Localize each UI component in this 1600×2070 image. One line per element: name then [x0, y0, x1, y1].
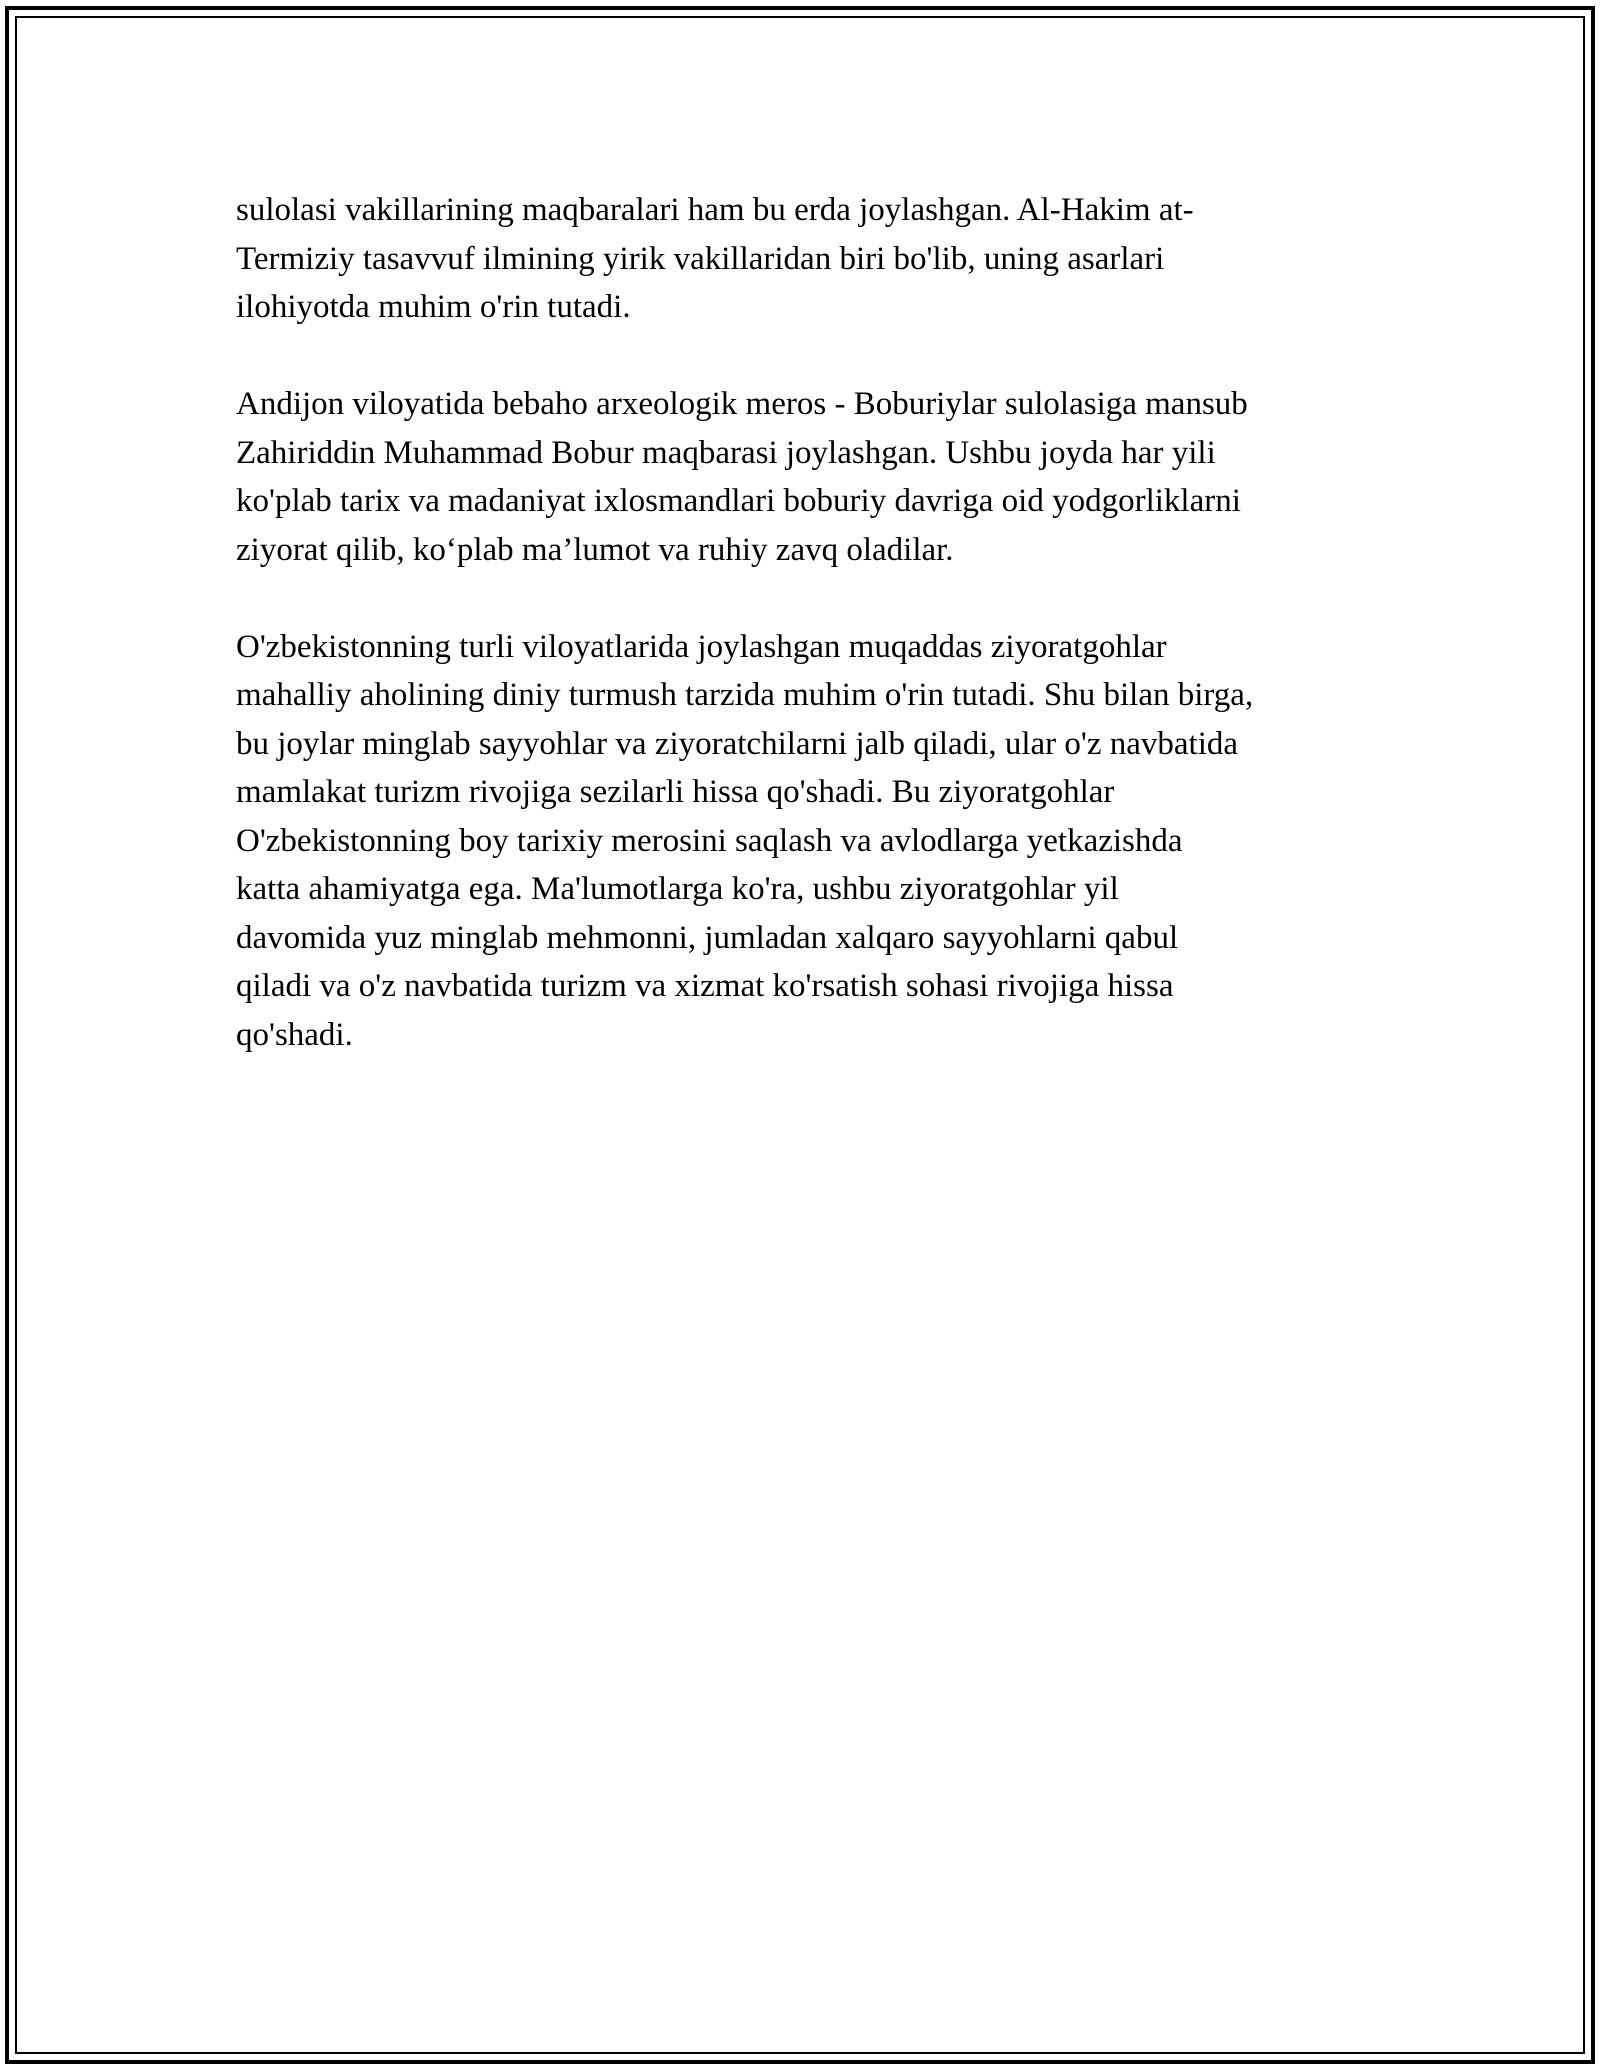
- paragraph-3: [236, 623, 1376, 1060]
- text-line: davomida yuz minglab mehmonni, jumladan xalqaro sayyohlarni qabul: [236, 919, 1179, 956]
- text-line: mamlakat turizm rivojiga sezilarli hissa qo'shadi. Bu ziyoratgohlar: [236, 774, 1115, 810]
- text-line: Zahiriddin Muhammad Bobur maqbarasi joylashgan. Ushbu joyda har yili: [236, 434, 1216, 471]
- text-line: qiladi va o'z navbatida turizm va xizmat ko'rsatish sohasi rivojiga hissa: [236, 968, 1174, 1004]
- text-line: Andijon viloyatida bebaho arxeologik meros - Boburiylar sulolasiga mansub: [236, 386, 1248, 422]
- text-line: bu joylar minglab sayyohlar va ziyoratchilarni jalb qiladi, ular o'z navbatida: [236, 725, 1239, 762]
- text-line: sulolasi vakillarining maqbaralari ham bu erda joylashgan. Al-Hakim at-: [236, 192, 1194, 228]
- document-body: [236, 186, 1376, 1108]
- text-line: Termiziy tasavvuf ilmining yirik vakillaridan biri bo'lib, uning asarlari: [236, 240, 1165, 277]
- paragraph-2: [236, 380, 1376, 574]
- text-line: ziyorat qilib, ko‘plab ma’lumot va ruhiy zavq oladilar.: [236, 531, 954, 568]
- text-line: O'zbekistonning turli viloyatlarida joylashgan muqaddas ziyoratgohlar: [236, 628, 1167, 665]
- paragraph-1: [236, 186, 1376, 332]
- text-line: katta ahamiyatga ega. Ma'lumotlarga ko'ra, ushbu ziyoratgohlar yil: [236, 871, 1119, 907]
- text-line: ilohiyotda muhim o'rin tutadi.: [236, 289, 631, 325]
- text-line: mahalliy aholining diniy turmush tarzida muhim o'rin tutadi. Shu bilan birga,: [236, 677, 1254, 713]
- text-line: qo'shadi.: [236, 1016, 353, 1053]
- text-line: O'zbekistonning boy tarixiy merosini saqlash va avlodlarga yetkazishda: [236, 822, 1183, 859]
- text-line: ko'plab tarix va madaniyat ixlosmandlari boburiy davriga oid yodgorliklarni: [236, 483, 1241, 519]
